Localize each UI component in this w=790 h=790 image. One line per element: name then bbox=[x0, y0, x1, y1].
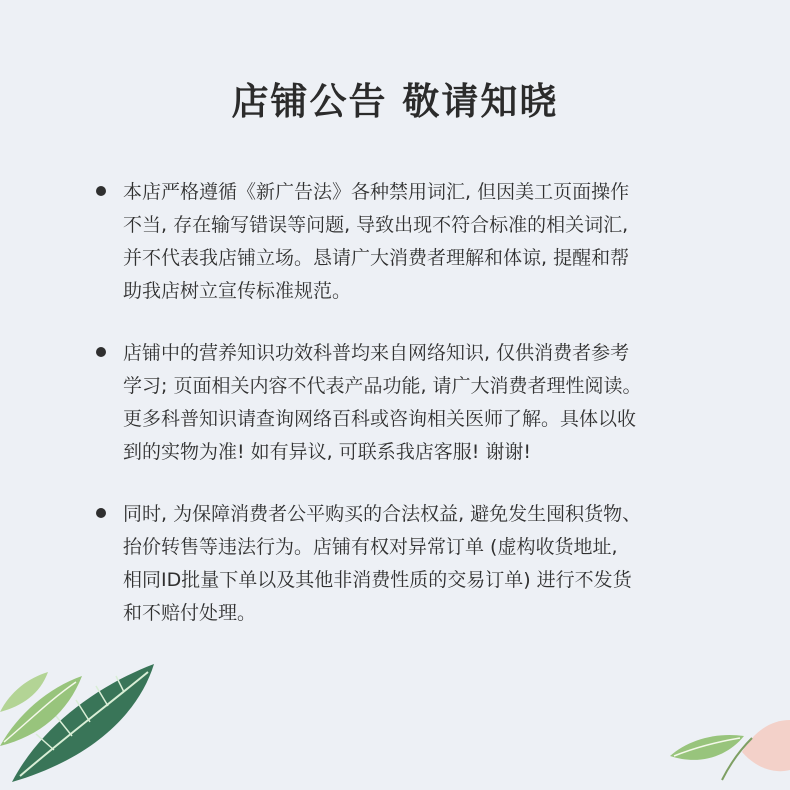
tropical-leaves-icon bbox=[0, 642, 180, 790]
bullet-icon bbox=[96, 508, 106, 518]
bullet-icon bbox=[96, 347, 106, 357]
notice-item-text: 本店严格遵循《新广告法》各种禁用词汇, 但因美工页面操作 不当, 存在输写错误等问题, 导致出现不符合标准的相关词汇, 并不代表我店铺立场。恳请广大消费者理解和体谅, 提醒和帮 助我店树立宣传标准规范。 bbox=[123, 181, 630, 302]
bullet-icon bbox=[96, 186, 106, 196]
notice-item-text: 店铺中的营养知识功效科普均来自网络知识, 仅供消费者参考 学习; 页面相关内容不代表产品功能, 请广大消费者理性阅读。 更多科普知识请查询网络百科或咨询相关医师了解。具体以收 到的实物为准! 如有异议, 可联系我店客服! 谢谢! bbox=[123, 342, 642, 463]
notice-item bbox=[96, 176, 716, 308]
notice-title: 店铺公告 敬请知晓 bbox=[231, 80, 559, 123]
notice-item-text: 同时, 为保障消费者公平购买的合法权益, 避免发生囤积货物、 抬价转售等违法行为。店铺有权对异常订单 (虚构收货地址, 相同ID批量下单以及其他非消费性质的交易订单) 进行不发货 和不赔付处理。 bbox=[123, 503, 642, 624]
leaf-branch-icon bbox=[670, 698, 790, 790]
notice-item bbox=[96, 337, 716, 469]
notice-item bbox=[96, 498, 716, 630]
leaf-pink-icon bbox=[742, 720, 790, 771]
